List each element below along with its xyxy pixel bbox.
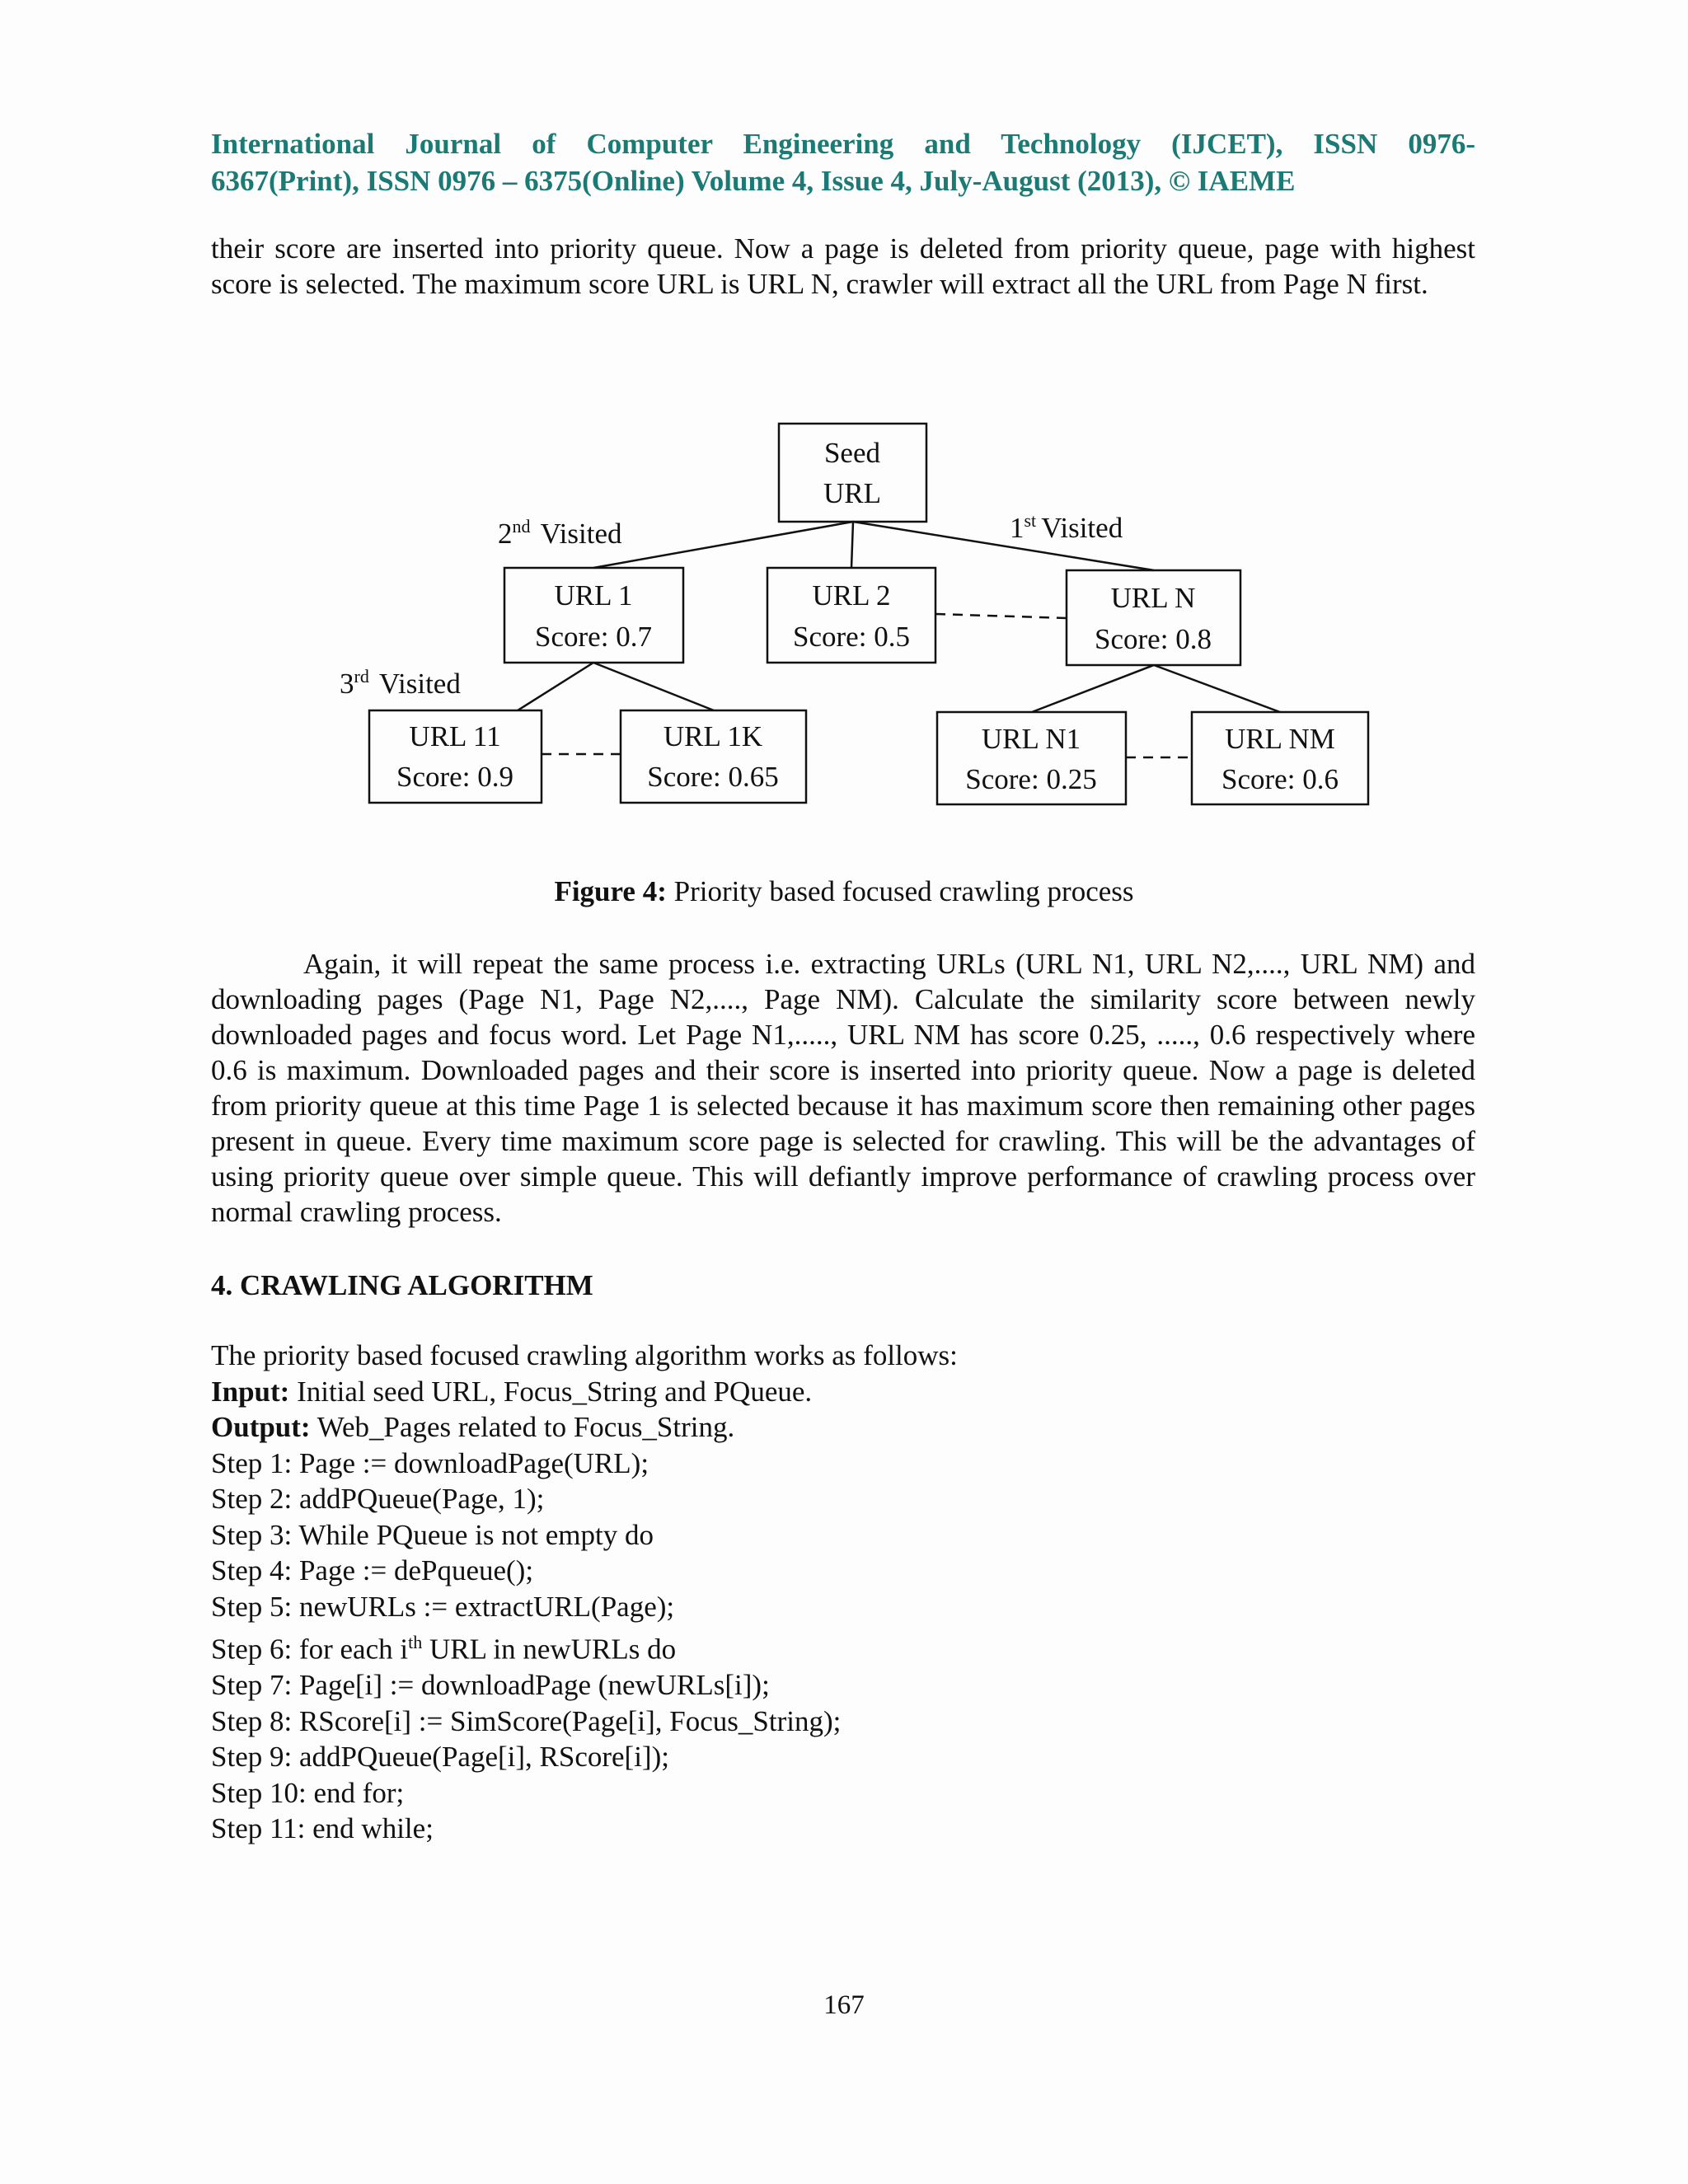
algorithm-output [211, 1409, 1475, 1446]
url-2-name: URL 2 [812, 579, 891, 612]
first-visited-suffix: st [1024, 510, 1037, 531]
first-visited-number: 1 [1010, 512, 1025, 544]
algorithm-input [211, 1374, 1475, 1410]
algorithm-step-4: Step 4: Page := dePqueue(); [211, 1554, 534, 1586]
step-6-prefix: Step 6: for each i [211, 1633, 409, 1666]
algorithm-step-9: Step 9: addPQueue(Page[i], RScore[i]); [211, 1741, 669, 1774]
body-paragraph: Again, it will repeat the same process i.e. extracting URLs (URL N1, URL N2,...., URL NM) and downloading pages (Page N1, Page N2,...., Page NM). Calculate the similarity score between newly downloaded pages and focus word. Let Page N1,....., URL NM has score 0.25, ....., 0.6 respectively where 0.6 is maximum. Downloaded pages and their score is inserted into priority queue. Now a page is deleted from priority queue at this time Page 1 is selected because it has maximum score then remaining other pages present in queue. Every time maximum score page is selected for crawling. This will be the advantages of using priority queue over simple queue. This will defiantly improve performance of crawling process over normal crawling process. [211, 948, 1475, 1228]
dashed-link-url2-urln [935, 614, 1067, 618]
url-1-score: Score: 0.7 [535, 621, 652, 653]
output-label: Output: [211, 1411, 311, 1443]
url-n1-score: Score: 0.25 [965, 763, 1097, 795]
edge-url1-url1k [593, 663, 714, 710]
first-visited-label [1010, 510, 1123, 544]
second-visited-number: 2 [498, 518, 513, 550]
url-n1-name: URL N1 [981, 723, 1081, 755]
algorithm-step-7: Step 7: Page[i] := downloadPage (newURLs[i]); [211, 1669, 770, 1702]
seed-line2: URL [823, 477, 881, 509]
input-label: Input: [211, 1375, 290, 1408]
third-visited-number: 3 [340, 668, 354, 700]
second-visited-text: Visited [540, 518, 622, 550]
input-text: Initial seed URL, Focus_String and PQueue. [289, 1375, 813, 1408]
algorithm-step-10: Step 10: end for; [211, 1776, 405, 1809]
third-visited-suffix: rd [354, 666, 369, 687]
algorithm-step-1: Step 1: Page := downloadPage(URL); [211, 1446, 649, 1479]
crawl-tree-diagram [0, 0, 1688, 874]
page-number: 167 [823, 1990, 865, 2020]
journal-header-line1: International Journal of Computer Engineering and Technology (IJCET), ISSN 0976- [211, 128, 1475, 160]
edge-seed-url2 [851, 522, 853, 568]
url-11-name: URL 11 [409, 720, 501, 752]
url-1k-score: Score: 0.65 [647, 761, 779, 793]
intro-paragraph: their score are inserted into priority queue. Now a page is deleted from priority queue, page with highest score is selected. The maximum score URL is URL N, crawler will extract all the URL from Page N first. [211, 232, 1475, 300]
figure-caption [0, 875, 1688, 908]
url-11-score: Score: 0.9 [396, 761, 513, 793]
url-nm-name: URL NM [1225, 723, 1335, 755]
algorithm-step-6 [211, 1624, 1475, 1667]
url-n-name: URL N [1110, 582, 1196, 614]
url-nm-score: Score: 0.6 [1221, 763, 1339, 795]
output-text: Web_Pages related to Focus_String. [310, 1411, 735, 1443]
algorithm-step-8: Step 8: RScore[i] := SimScore(Page[i], Focus_String); [211, 1704, 842, 1737]
edge-urln-urln1 [1032, 665, 1154, 712]
edge-seed-url1 [593, 522, 853, 568]
step-6-suffix: URL in newURLs do [422, 1633, 677, 1666]
seed-line1: Seed [823, 437, 881, 469]
url-n-score: Score: 0.8 [1095, 623, 1212, 655]
algorithm-step-11: Step 11: end while; [211, 1812, 434, 1845]
first-visited-text: Visited [1041, 512, 1123, 544]
figure-caption-text: Priority based focused crawling process [666, 875, 1134, 907]
edge-url1-url11 [518, 663, 593, 710]
url-1-name: URL 1 [554, 579, 633, 612]
third-visited-text: Visited [378, 668, 461, 700]
algorithm-step-2: Step 2: addPQueue(Page, 1); [211, 1483, 545, 1515]
second-visited-label [498, 516, 622, 550]
section-heading: 4. CRAWLING ALGORITHM [211, 1269, 593, 1301]
url-1k-name: URL 1K [663, 720, 763, 752]
algorithm-step-3: Step 3: While PQueue is not empty do [211, 1518, 654, 1551]
edge-urln-urlnm [1154, 665, 1280, 712]
journal-header-line2: 6367(Print), ISSN 0976 – 6375(Online) Volume 4, Issue 4, July-August (2013), © IAEME [211, 165, 1296, 197]
step-6-superscript: th [408, 1632, 423, 1652]
third-visited-label [340, 666, 461, 700]
url-2-score: Score: 0.5 [793, 621, 910, 653]
algorithm-intro: The priority based focused crawling algorithm works as follows: [211, 1339, 958, 1371]
algorithm-block [211, 1338, 1475, 1847]
figure-caption-label: Figure 4: [554, 875, 667, 907]
algorithm-step-5: Step 5: newURLs := extractURL(Page); [211, 1590, 675, 1623]
second-visited-suffix: nd [512, 516, 531, 537]
